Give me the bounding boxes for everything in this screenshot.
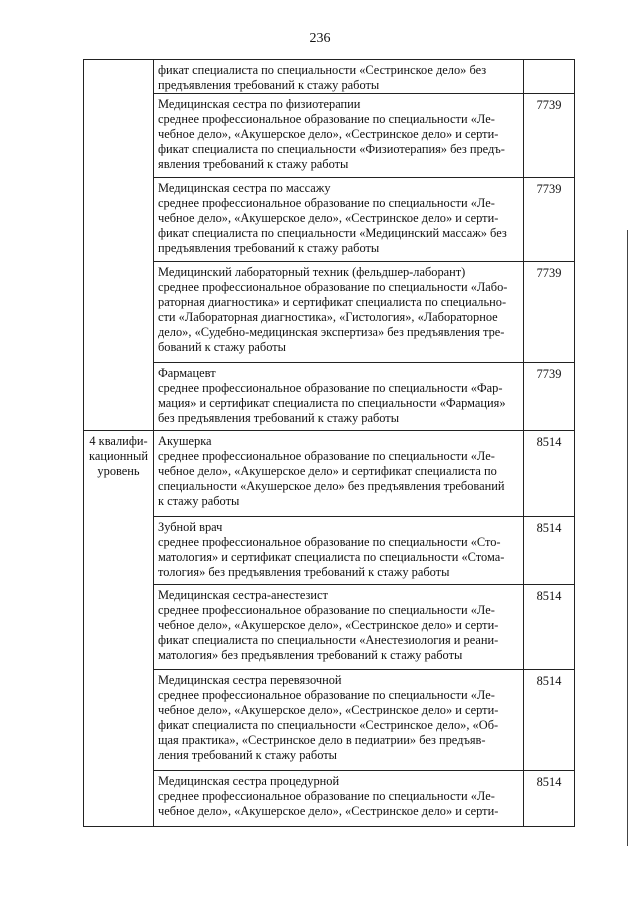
salary-cell [524,431,575,517]
position-cell [154,431,524,517]
salary-cell [524,585,575,670]
salary-cell [524,517,575,585]
requirement-text: фикат специалиста по специальности «Медицинский массаж» без [158,226,507,240]
salary-cell [524,178,575,262]
requirement-text: среднее профессиональное образование по специальности «Ле- [158,196,495,210]
requirement-text: раторная диагностика» и сертификат специалиста по специально- [158,295,507,309]
requirement-text: явления требований к стажу работы [158,157,349,171]
requirement-text: предъявления требований к стажу работы [158,78,380,92]
requirement-text: ления требований к стажу работы [158,748,337,762]
qualification-table [83,59,575,827]
table-row [84,517,575,585]
requirement-text: без предъявления требований к стажу работы [158,411,400,425]
position-title: Медицинская сестра процедурной [158,774,340,788]
position-title: Медицинская сестра перевязочной [158,673,342,687]
qualification-level-cell [84,60,154,431]
salary-cell [524,771,575,827]
salary-value: 7739 [536,182,562,196]
table-row [84,94,575,178]
table-row [84,60,575,94]
salary-value: 8514 [536,435,562,449]
salary-value: 8514 [536,674,562,688]
requirement-text: чебное дело», «Акушерское дело», «Сестринское дело» и серти- [158,211,499,225]
position-cell [154,771,524,827]
position-cell [154,94,524,178]
qualification-level-cell [84,431,154,827]
position-cell [154,670,524,771]
position-cell [154,585,524,670]
table-row [84,585,575,670]
salary-cell [524,363,575,431]
requirement-text: матология» и сертификат специалиста по специальности «Стома- [158,550,505,564]
table-row [84,431,575,517]
salary-value: 8514 [536,775,562,789]
table-row [84,262,575,363]
salary-value: 8514 [536,521,562,535]
salary-value: 7739 [536,266,562,280]
table-row [84,670,575,771]
position-cell [154,60,524,94]
requirement-text: специальности «Акушерское дело» без предъявления требований [158,479,505,493]
page-number: 236 [309,31,331,46]
table-row [84,178,575,262]
position-cell [154,363,524,431]
requirement-text: среднее профессиональное образование по специальности «Лабо- [158,280,508,294]
requirement-text: среднее профессиональное образование по специальности «Ле- [158,112,495,126]
requirement-text: чебное дело», «Акушерское дело», «Сестринское дело» и серти- [158,127,499,141]
position-title: Зубной врач [158,520,223,534]
qualification-level-text: 4 квалифи- [89,434,148,448]
requirement-text: среднее профессиональное образование по специальности «Ле- [158,449,495,463]
salary-value: 8514 [536,589,562,603]
requirement-text: чебное дело», «Акушерское дело» и сертификат специалиста по [158,464,497,478]
position-title: Медицинская сестра по массажу [158,181,331,195]
requirement-text: тология» без предъявления требований к стажу работы [158,565,450,579]
position-title: Медицинский лабораторный техник (фельдшер-лаборант) [158,265,466,279]
requirement-text: чебное дело», «Акушерское дело», «Сестринское дело» и серти- [158,618,499,632]
position-title: Медицинская сестра-анестезист [158,588,328,602]
requirement-text: среднее профессиональное образование по специальности «Ле- [158,789,495,803]
requirement-text: среднее профессиональное образование по специальности «Ле- [158,688,495,702]
requirement-text: среднее профессиональное образование по специальности «Ле- [158,603,495,617]
requirement-text: чебное дело», «Акушерское дело», «Сестринское дело» и серти- [158,804,499,818]
requirement-text: фикат специалиста по специальности «Сестринское дело» без [158,63,487,77]
position-cell [154,178,524,262]
qualification-level-text: кационный [88,449,148,463]
requirement-text: среднее профессиональное образование по специальности «Сто- [158,535,501,549]
salary-value: 7739 [536,98,562,112]
position-cell [154,517,524,585]
salary-cell [524,60,575,94]
scan-edge-line [627,230,628,846]
requirement-text: предъявления требований к стажу работы [158,241,380,255]
requirement-text: к стажу работы [158,494,240,508]
requirement-text: щая практика», «Сестринское дело в педиатрии» без предъяв- [158,733,486,747]
salary-value: 7739 [536,367,562,381]
requirement-text: матология» без предъявления требований к стажу работы [158,648,463,662]
table-row [84,771,575,827]
requirement-text: сти «Лабораторная диагностика», «Гистология», «Лабораторное [158,310,498,324]
requirement-text: чебное дело», «Акушерское дело», «Сестринское дело» и серти- [158,703,499,717]
salary-cell [524,262,575,363]
requirement-text: фикат специалиста по специальности «Анестезиология и реани- [158,633,499,647]
position-title: Акушерка [158,434,212,448]
requirement-text: бований к стажу работы [158,340,286,354]
position-title: Фармацевт [158,366,216,380]
requirement-text: фикат специалиста по специальности «Сестринское дело», «Об- [158,718,499,732]
qualification-level-text: уровень [97,464,140,478]
position-title: Медицинская сестра по физиотерапии [158,97,361,111]
requirement-text: среднее профессиональное образование по специальности «Фар- [158,381,503,395]
requirement-text: мация» и сертификат специалиста по специальности «Фармация» [158,396,506,410]
position-cell [154,262,524,363]
table-row [84,363,575,431]
salary-cell [524,670,575,771]
requirement-text: дело», «Судебно-медицинская экспертиза» без предъявления тре- [158,325,505,339]
salary-cell [524,94,575,178]
requirement-text: фикат специалиста по специальности «Физиотерапия» без предъ- [158,142,505,156]
